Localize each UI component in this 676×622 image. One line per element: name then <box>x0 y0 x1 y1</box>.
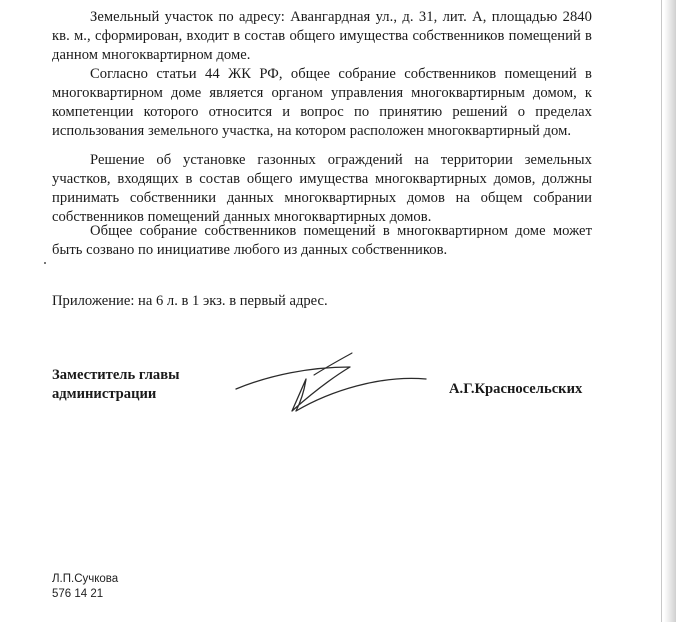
position-line-2: администрации <box>52 386 157 402</box>
signatory-position <box>52 366 180 404</box>
executor-name: Л.П.Сучкова <box>52 573 119 585</box>
handwritten-signature <box>230 345 430 425</box>
signer-name: А.Г.Красносельских <box>449 381 583 397</box>
position-line-1: Заместитель главы <box>52 367 180 383</box>
paragraph-article-44: Согласно статьи 44 ЖК РФ, общее собрание собственников помещений в многоквартирном доме является органом управления многоквартирным домом, к компетенции которого относится и вопрос по принятию решений о пределах использования земельного участка, на котором расположен многоквартирный дом. <box>52 66 592 139</box>
page-edge-shadow <box>664 0 676 622</box>
executor-phone: 576 14 21 <box>52 588 104 600</box>
paragraph-land-plot: Земельный участок по адресу: Авангардная ул., д. 31, лит. А, площадью 2840 кв. м., сформирован, входит в состав общего имущества собственников помещений в данном многоквартирном доме. <box>52 9 592 63</box>
paragraph-general-meeting: Общее собрание собственников помещений в многоквартирном доме может быть созвано по инициативе любого из данных собственников. <box>52 223 592 258</box>
attachment-note: Приложение: на 6 л. в 1 экз. в первый адрес. <box>52 293 328 309</box>
paragraph-fence-decision: Решение об установке газонных ограждений на территории земельных участков, входящих в состав общего имущества многоквартирных домов, должны принимать собственники данных многоквартирных домов на общем собрании собственников помещений данных многоквартирных домов. <box>52 152 592 225</box>
page-edge-line <box>661 0 662 622</box>
scan-speck <box>44 262 46 264</box>
executor-block <box>52 572 118 602</box>
